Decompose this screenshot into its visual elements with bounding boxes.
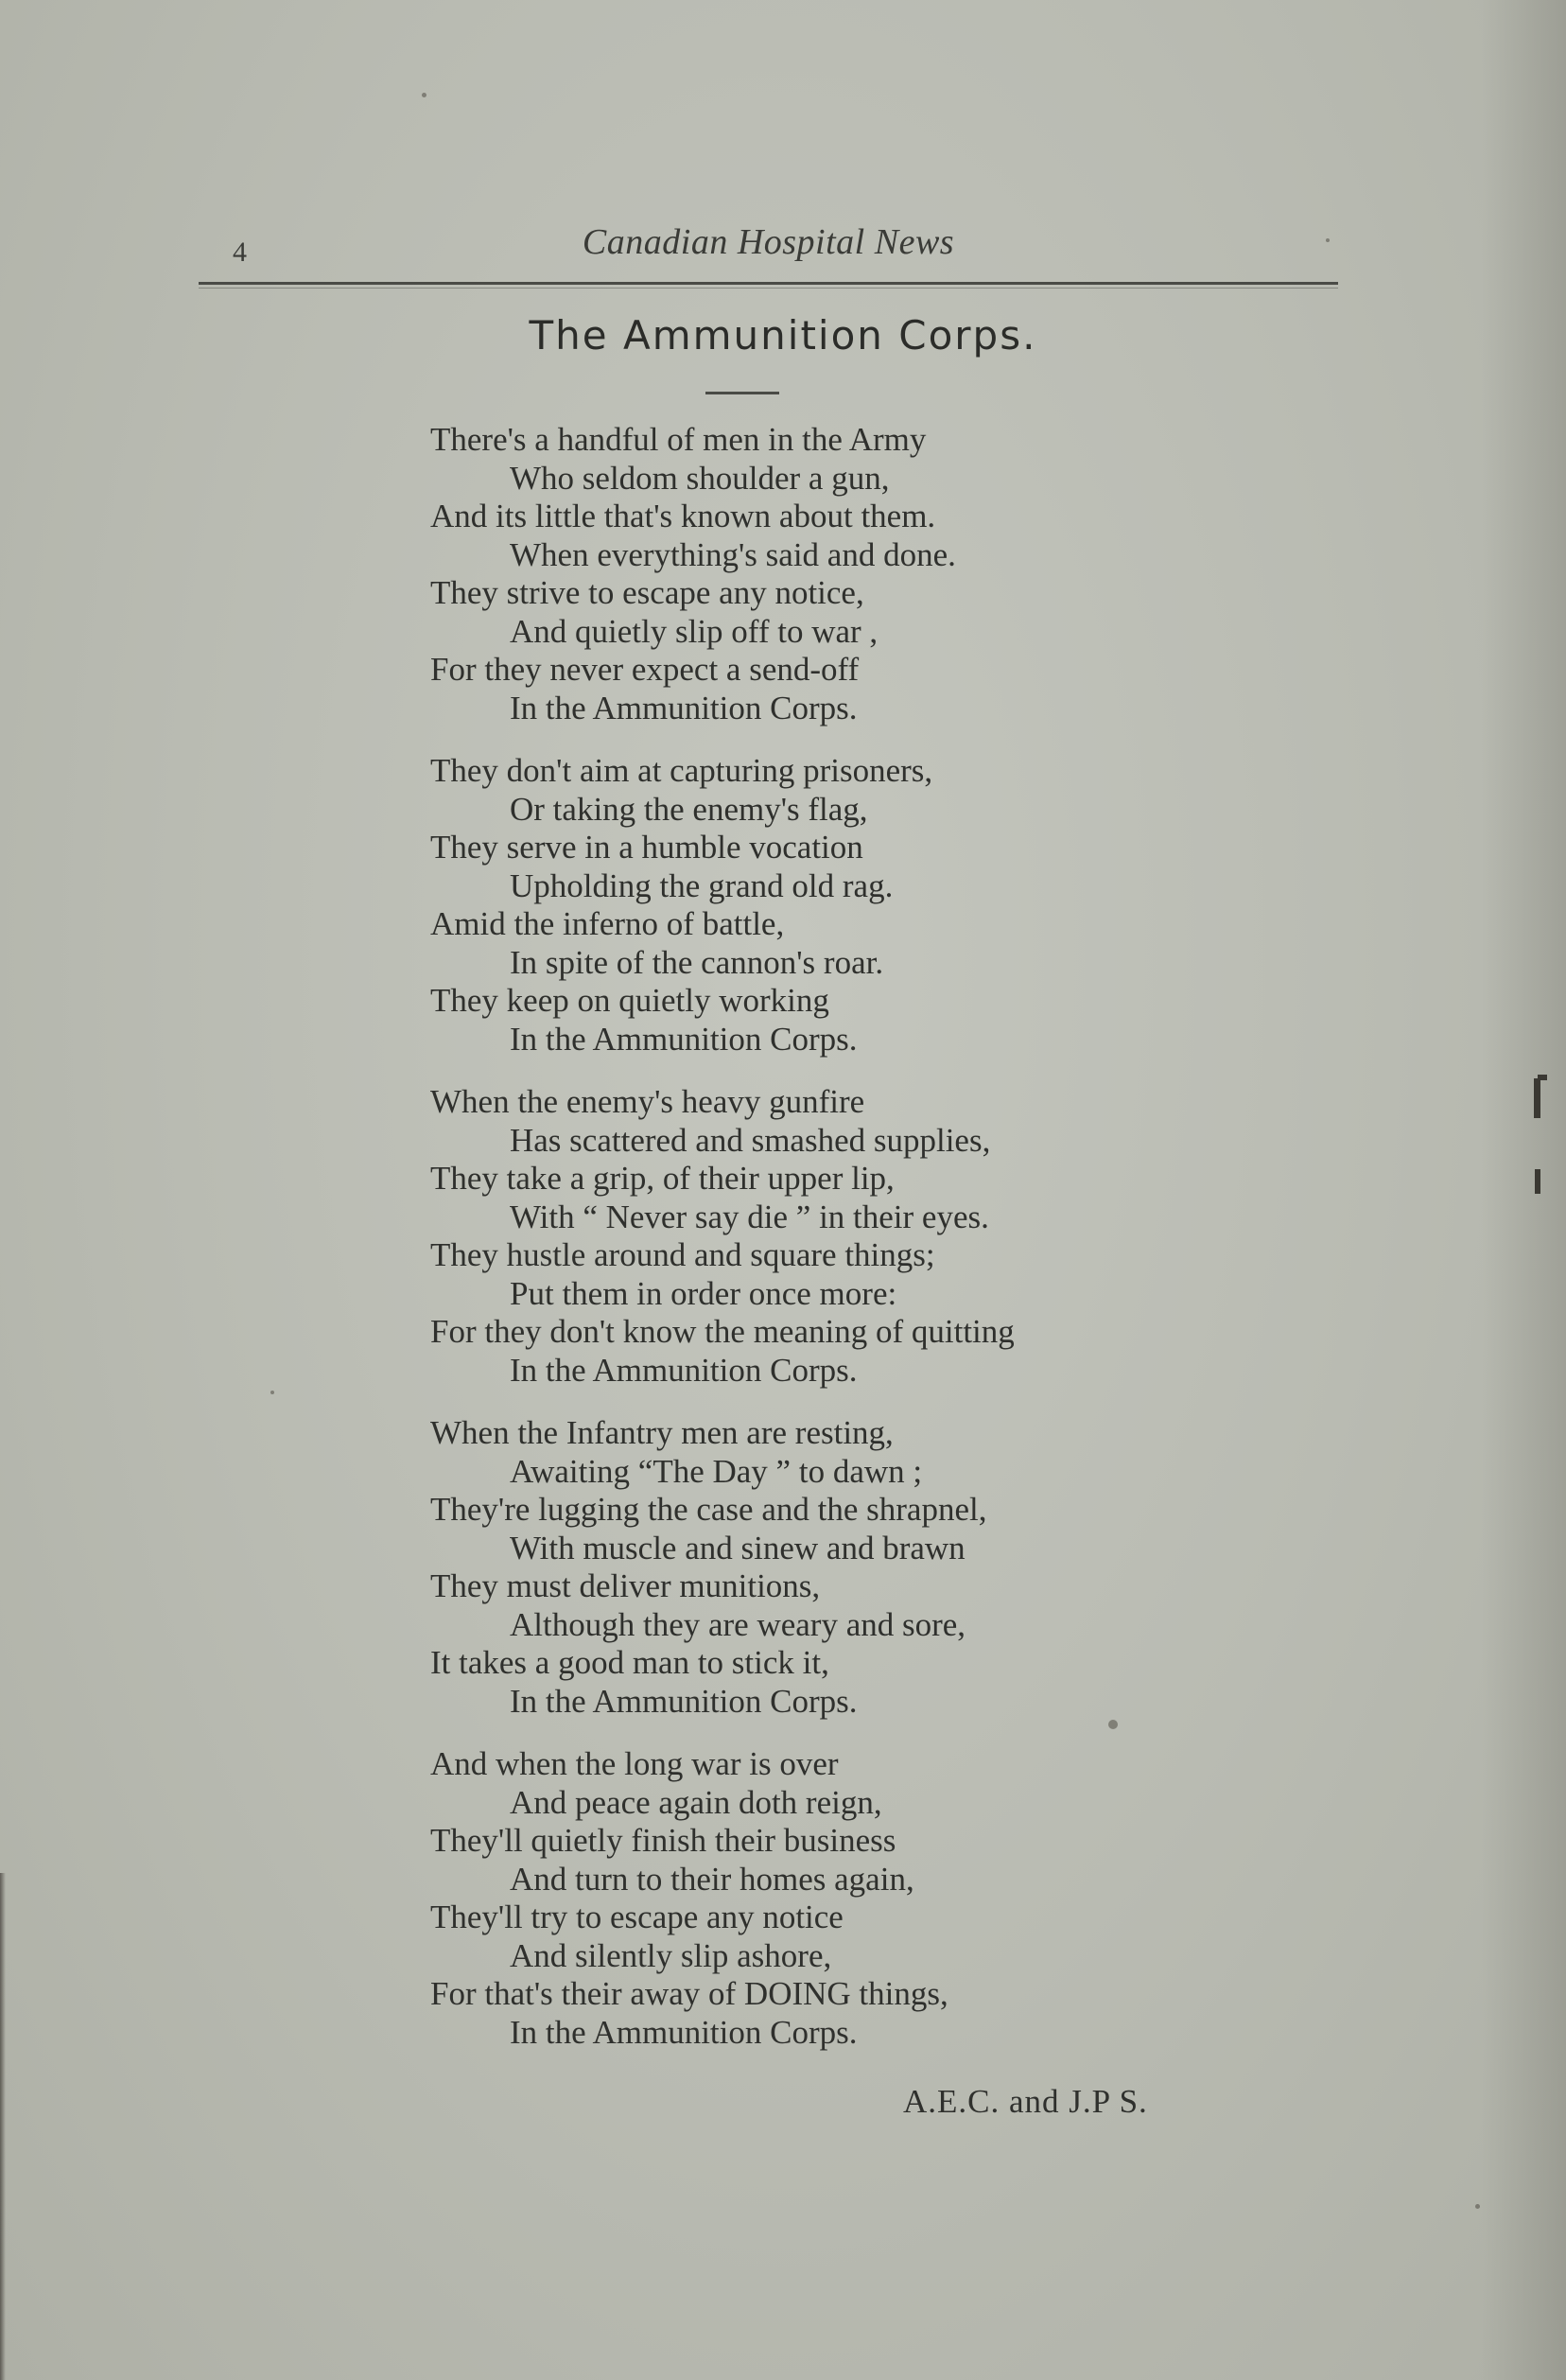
poem-line: When the enemy's heavy gunfire [430,1083,865,1120]
header-rule-thin [199,288,1338,289]
poem-line: And peace again doth reign, [510,1783,882,1821]
poem-line: They're lugging the case and the shrapnel, [430,1491,987,1528]
poem-line: Or taking the enemy's flag, [510,790,868,828]
poem-line: And quietly slip off to war , [510,612,879,650]
poem-line: In spite of the cannon's roar. [510,943,884,981]
poem-line: In the Ammunition Corps. [510,1351,858,1389]
poem-line: In the Ammunition Corps. [510,2013,858,2051]
poem-line: For they never expect a send-off [430,651,860,688]
stanza-2 [430,752,1281,1059]
margin-mark [1534,1078,1540,1118]
stanza-3 [430,1083,1281,1390]
poem-line: In the Ammunition Corps. [510,1020,858,1058]
poem-line: They hustle around and square things; [430,1236,935,1273]
poem-signature: A.E.C. and J.P S. [903,2083,1148,2120]
header-rule [199,282,1338,285]
paper-speck [422,93,426,97]
poem-line: They don't aim at capturing prisoners, [430,752,933,789]
poem-line: And when the long war is over [430,1745,839,1782]
poem-line: They strive to escape any notice, [430,574,864,611]
paper-speck [1475,2204,1480,2209]
poem-line: They'll try to escape any notice [430,1899,844,1935]
paper-speck [270,1391,274,1394]
poem-line: In the Ammunition Corps. [510,1682,858,1720]
paper-speck [1326,238,1330,242]
poem-line: Amid the inferno of battle, [430,905,785,942]
poem-line: They serve in a humble vocation [430,829,863,866]
running-title: Canadian Hospital News [582,222,955,262]
stanza-1 [430,421,1281,727]
stanza-5 [430,1745,1281,2052]
poem-line: They take a grip, of their upper lip, [430,1160,895,1197]
poem-line: And turn to their homes again, [510,1860,914,1898]
title-rule [705,392,779,394]
poem-line: When everything's said and done. [510,535,956,573]
poem-line: In the Ammunition Corps. [510,689,858,726]
stanza-4 [430,1414,1281,1721]
poem-line: With “ Never say die ” in their eyes. [510,1198,989,1235]
poem-line: There's a handful of men in the Army [430,421,927,458]
poem-line: Who seldom shoulder a gun, [510,459,890,497]
poem-line: They must deliver munitions, [430,1567,821,1604]
page-header [199,218,1338,274]
poem-line: It takes a good man to stick it, [430,1644,829,1681]
page-left-edge [0,1873,6,2380]
page-number: 4 [233,236,247,268]
poem-line: They'll quietly finish their business [430,1822,896,1859]
poem-line: They keep on quietly working [430,982,829,1019]
poem-body [430,421,1281,2076]
poem-line: Put them in order once more: [510,1274,897,1312]
poem-line: Has scattered and smashed supplies, [510,1121,991,1159]
poem-line: With muscle and sinew and brawn [510,1529,966,1566]
poem-line: And silently slip ashore, [510,1936,832,1974]
poem-line: For that's their away of DOING things, [430,1975,948,2012]
poem-line: Upholding the grand old rag. [510,866,894,904]
poem-line: Awaiting “The Day ” to dawn ; [510,1452,923,1490]
paper-speck [1108,1720,1118,1729]
poem-title: The Ammunition Corps. [529,312,1037,359]
poem-line: For they don't know the meaning of quitting [430,1313,1015,1350]
poem-line: And its little that's known about them. [430,498,936,534]
margin-mark [1538,1075,1547,1080]
poem-line: Although they are weary and sore, [510,1605,966,1643]
poem-line: When the Infantry men are resting, [430,1414,894,1451]
margin-mark [1535,1169,1540,1194]
